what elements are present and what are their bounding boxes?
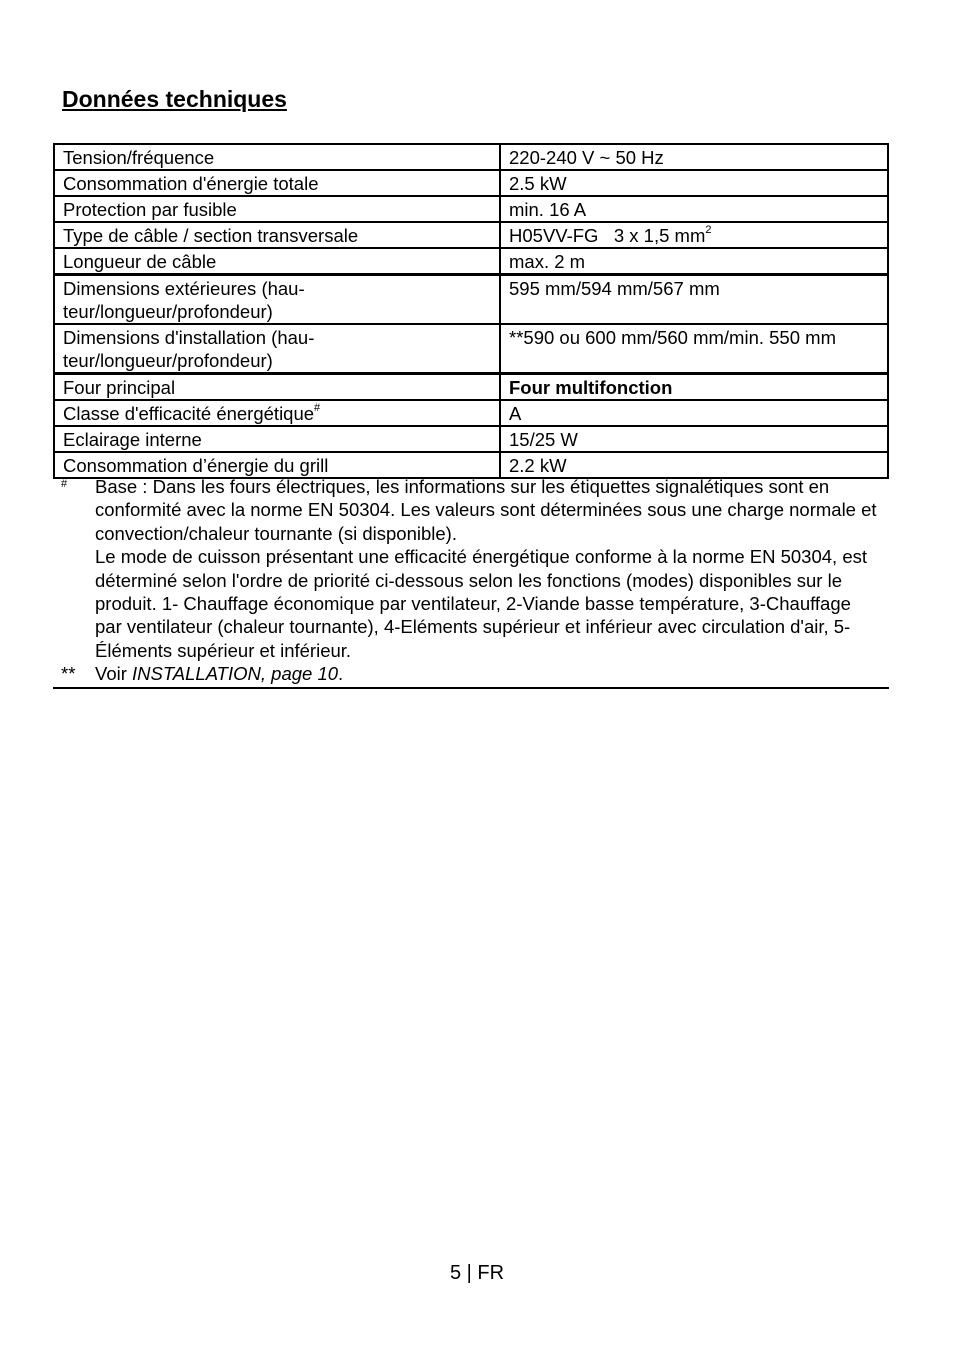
footnote-mark (53, 475, 95, 662)
row-value: max. 2 m (500, 248, 888, 275)
footnotes (53, 475, 889, 689)
row-value: min. 16 A (500, 196, 888, 222)
row-value: A (500, 400, 888, 426)
footnote-prefix: Voir (95, 663, 133, 685)
row-label: Tension/fréquence (54, 144, 500, 170)
row-value: **590 ou 600 mm/560 mm/min. 550 mm (500, 324, 888, 374)
row-value: 595 mm/594 mm/567 mm (500, 275, 888, 325)
table-row (54, 324, 888, 374)
row-label: Longueur de câble (54, 248, 500, 275)
superscript: 2 (705, 224, 712, 236)
row-value: 220-240 V ~ 50 Hz (500, 144, 888, 170)
page-number: 5 | FR (449, 1262, 505, 1284)
row-label: Consommation d'énergie totale (54, 170, 500, 196)
row-label (54, 400, 500, 426)
footnote-hash (53, 475, 889, 662)
table-row (54, 196, 888, 222)
footnote-paragraph: Le mode de cuisson présentant une efficacité énergétique conforme à la norme EN 50304, est déterminé selon l'ordre de priorité ci-dessous selon les fonctions (modes) disponibles sur le produit. 1- Chauffage économique par ventilateur, 2-Viande basse température, 3-Chauffage par ventilateur (chaleur tournante), 4-Eléments supérieur et inférieur avec circulation d'air, 5-Éléments supérieur et inférieur. (95, 546, 868, 661)
footnote-text (95, 475, 889, 662)
table-row (54, 426, 888, 452)
row-value: 2.5 kW (500, 170, 888, 196)
table-row (54, 400, 888, 426)
footnote-star (53, 662, 889, 685)
footnote-suffix: . (338, 663, 344, 685)
row-label: Eclairage interne (54, 426, 500, 452)
row-label: Type de câble / section transversale (54, 222, 500, 248)
table-row (54, 222, 888, 248)
label-text: Classe d'efficacité énergétique (63, 403, 315, 424)
row-label: Consommation d’énergie du grill (54, 452, 500, 478)
value-text: H05VV-FG 3 x 1,5 mm (509, 225, 706, 246)
hash-mark: # (61, 478, 68, 490)
table-row (54, 170, 888, 196)
row-value: 2.2 kW (500, 452, 888, 478)
table-row (54, 144, 888, 170)
technical-data-table (53, 143, 889, 479)
footnote-mark: ** (61, 663, 76, 685)
row-value: Four multifonction (500, 374, 888, 401)
table-row (54, 248, 888, 275)
row-value (500, 222, 888, 248)
row-value: 15/25 W (500, 426, 888, 452)
row-label: Four principal (54, 374, 500, 401)
footnote-text (95, 662, 889, 685)
row-label: Dimensions extérieures (hau-teur/longueur/profondeur) (54, 275, 500, 325)
installation-reference: INSTALLATION, page 10 (132, 663, 339, 685)
page-title: Données techniques (62, 86, 287, 112)
superscript: # (314, 402, 321, 414)
footnote-paragraph: Base : Dans les fours électriques, les informations sur les étiquettes signalétiques sont en conformité avec la norme EN 50304. Les valeurs sont déterminées sous une charge normale et convection/chaleur tournante (si disponible). (95, 476, 877, 544)
table-row (54, 275, 888, 325)
table-row (54, 374, 888, 401)
row-label: Protection par fusible (54, 196, 500, 222)
row-label: Dimensions d'installation (hau-teur/longueur/profondeur) (54, 324, 500, 374)
